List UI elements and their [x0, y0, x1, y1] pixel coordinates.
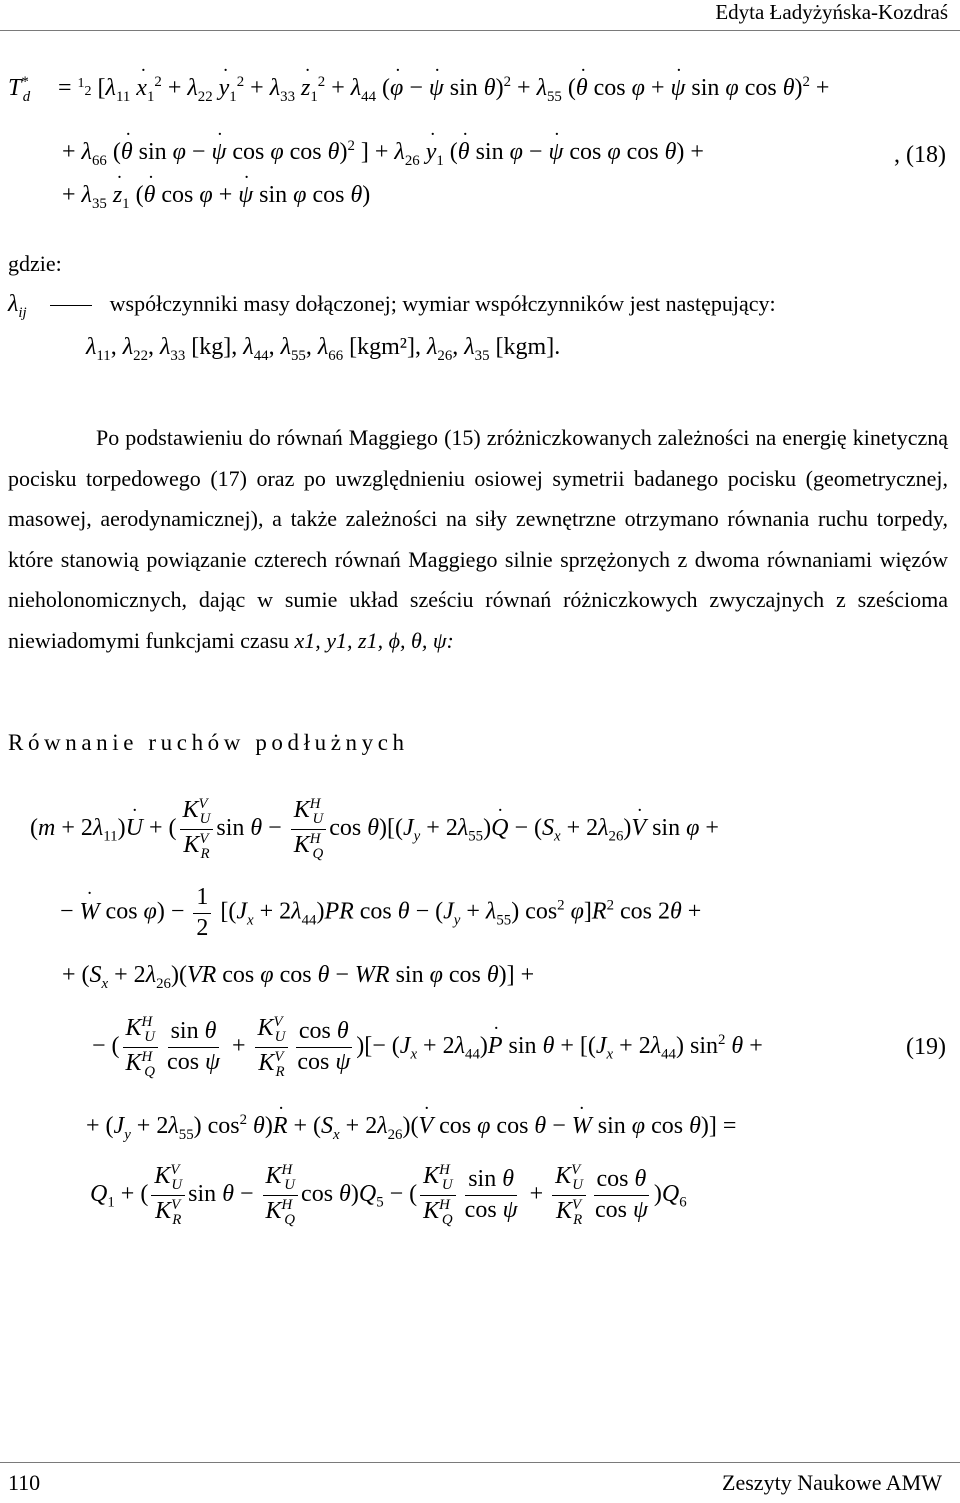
- equation-19-number: (19): [906, 1034, 946, 1060]
- paragraph-text: Po podstawieniu do równań Maggiego (15) zróżniczkowanych zależności na energię kinetyczną pocisku torpedowego (17) oraz po uwzględnieniu osiowej symetrii badanego pocisku (geometrycznej, masowej, aerodynamicznej), a także zależności na siły zewnętrzne otrzymano równania ruchu torpedy, które stanowią powiązanie czterech równań Maggiego silnie sprzężonych z dwoma równaniami więzów nieholonomicznych, dając w sumie układ sześciu równań różniczkowych zwyczajnych z sześcioma niewiadomymi funkcjami czasu: [8, 425, 948, 653]
- lambda-units: $\lambda_{11}$, $\lambda_{22}$, $\lambda_{33}$ [kg], $\lambda_{44}$, $\lambda_{55}$, $\lambda_{66}$ [kgm²], $\lambda_{26}$, $\lambda_{35}$ [kgm].: [86, 334, 561, 364]
- running-header: Edyta Ładyżyńska-Kozdraś: [715, 0, 948, 24]
- equation-19-line-6: $Q_1$ + ( $\frac{K^V_U}{K^V_R}$ sin θ − $\frac{K^H_U}{K^H_Q}$ $\cos \theta)Q_5$ − ( $\frac{K^H_U}{K^H_Q}$ $\frac{\text{sin θ}}{\text{cos ψ}}$ + $\frac{K^V_U}{K^V_R}$ $\frac{\text{cos θ}}{\text{cos ψ}}$ )$Q_6$: [90, 1162, 687, 1228]
- equation-19-line-1: $(m + 2\lambda_{11})U$ ˙ + ( $\frac{K^V_U}{K^V_R}$ sin θ − $\frac{K^H_U}{K^H_Q}$ $\cos \theta)[(J_y + 2\lambda_{55})Q$ ˙ − $(S_x + 2\lambda_{26})V$ ˙ sin φ +: [30, 796, 719, 863]
- paragraph-variables: x1, y1, z1, ϕ, θ, ψ:: [294, 627, 454, 653]
- where-label: gdzie:: [8, 251, 62, 276]
- definition-dash: [50, 305, 92, 306]
- equation-19-line-3: + $(S_x + 2\lambda_{26})(VR$ cos φ cos θ − WR sin φ cos θ)] +: [62, 962, 535, 992]
- equation-19-line-2: − W ˙ cos φ) − $\frac{1}{2}$ [$(J_x + 2\lambda_{44})PR$ $\cos \theta - (J_y + \lambda_{55})$ $\cos^2 \varphi]R^2$ cos 2θ +: [60, 884, 701, 942]
- body-paragraph: [8, 418, 948, 661]
- page-number: 110: [8, 1470, 41, 1495]
- equation-18-line-2: + $\lambda_{66}$ (θ ˙ sin φ − ψ ˙ cos φ cos θ)$^2$ ] + $\lambda_{26}$ y $˙_1$ (θ ˙ sin φ − ψ ˙ cos φ cos θ) +: [0, 130, 960, 190]
- units-kgm: [kgm].: [495, 334, 561, 360]
- equation-19-line-5: + $(J_y + 2\lambda_{55})$ $\cos^2 \theta)R$ ˙ + $(S_x + 2\lambda_{26})(V$ ˙ cos φ cos θ − W ˙ sin φ cos θ)] =: [86, 1112, 736, 1144]
- equation-18-number: , (18): [894, 142, 946, 168]
- equation-19-line-4: − ( $\frac{K^H_U}{K^H_Q}$ $\frac{\text{sin θ}}{\text{cos ψ}}$ + $\frac{K^V_U}{K^V_R}$ $\frac{\text{cos θ}}{\text{cos ψ}}$ )[− $(J_x + 2\lambda_{44})P$ ˙ $\sin \theta + [(J_x + 2\lambda_{44})$ $\sin^2 \theta$ +: [92, 1014, 763, 1081]
- section-title: Równanie ruchów podłużnych: [8, 730, 409, 755]
- header-rule: [0, 30, 960, 31]
- equation-18-line-1: $T^*_d$ = $^1$2 [$\lambda_{11}$ x $˙_1^2 + \lambda_{22}$ y $˙_1^2 + \lambda_{33}$ z $˙_1^2 + \lambda_{44}$ (φ ˙ − ψ ˙ $\sin \theta)^2 + \lambda_{55}$ (θ ˙ cos φ + ψ ˙ sin φ cos θ)$^2$ +: [0, 72, 960, 132]
- lambda-definition: $\lambda_{ij}$ współczynniki masy dołączonej; wymiar współczynników jest następujący:: [8, 291, 776, 321]
- units-kgm2: [kgm²],: [349, 334, 421, 360]
- journal-name: Zeszyty Naukowe AMW: [722, 1470, 942, 1495]
- equation-18-line-3: + $\lambda_{35}$ z $˙_1$ (θ ˙ cos φ + ψ ˙ sin φ cos θ): [0, 176, 960, 236]
- definition-text: współczynniki masy dołączonej; wymiar współczynników jest następujący:: [109, 291, 776, 316]
- footer-rule: [0, 1462, 960, 1463]
- units-kg: [kg],: [191, 334, 238, 360]
